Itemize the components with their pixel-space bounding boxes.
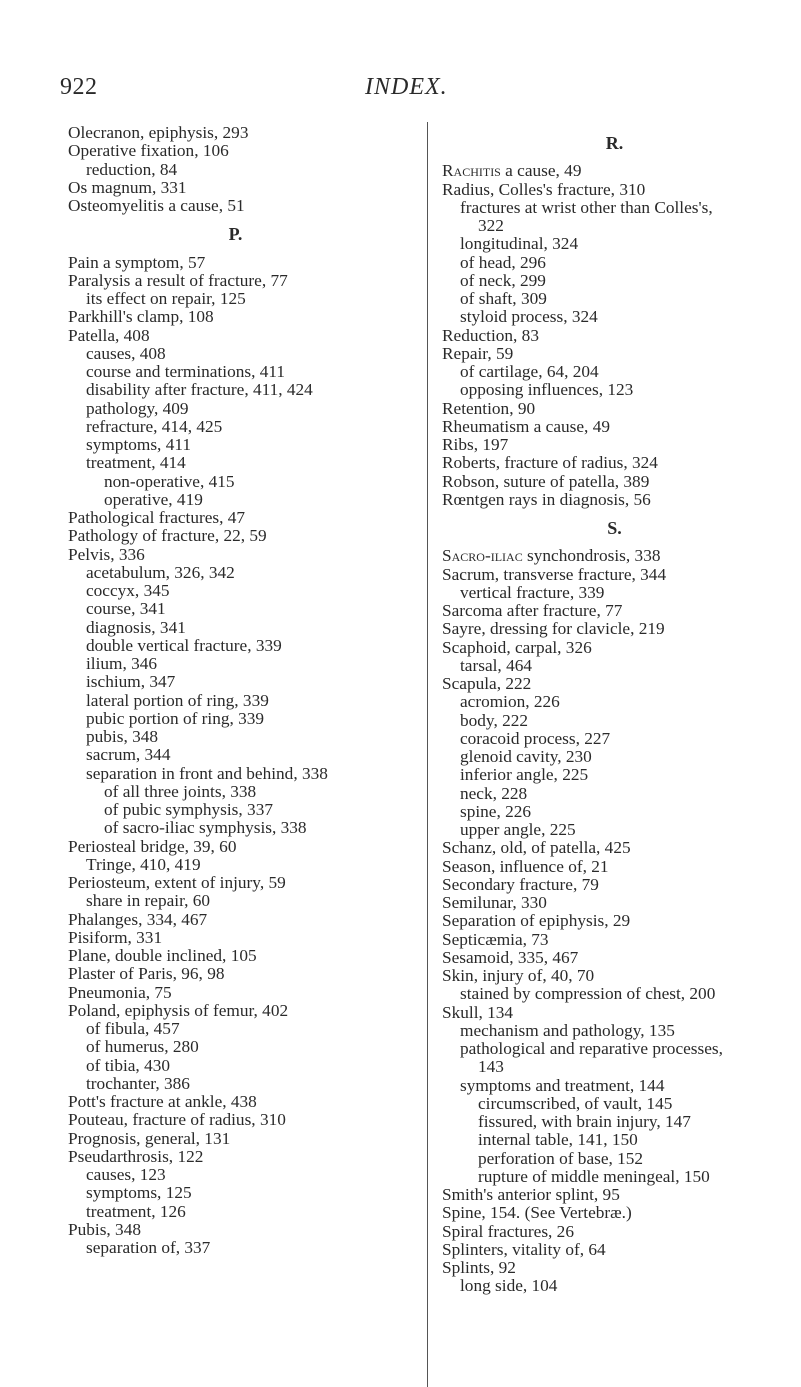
index-subentry: trochanter, 386	[86, 1073, 190, 1093]
index-subentry: acetabulum, 326, 342	[86, 562, 235, 582]
index-subentry: longitudinal, 324	[460, 234, 579, 254]
section-letter-heading: R.	[605, 133, 624, 153]
index-entry: Spine, 154. (See Vertebræ.)	[442, 1203, 632, 1223]
index-entry: Operative fixation, 106	[68, 141, 229, 161]
index-entry: Rheumatism a cause, 49	[442, 416, 610, 436]
index-subentry: mechanism and pathology, 135	[460, 1020, 675, 1040]
index-subentry: coracoid process, 227	[460, 728, 611, 748]
section-letter-heading: S.	[607, 518, 622, 538]
index-subentry: of all three joints, 338	[104, 781, 257, 801]
index-entry: Pelvis, 336	[68, 544, 145, 564]
index-subentry: upper angle, 225	[460, 820, 576, 839]
index-entry: Secondary fracture, 79	[442, 874, 599, 894]
index-subentry: pathological and reparative processes,	[460, 1039, 723, 1058]
index-entry: Spiral fractures, 26	[442, 1221, 574, 1241]
index-column-left	[68, 124, 403, 1257]
index-subentry: course and terminations, 411	[86, 362, 286, 381]
index-subentry: of head, 296	[460, 252, 546, 272]
index-subentry: acromion, 226	[460, 692, 560, 712]
index-entry: Semilunar, 330	[442, 893, 547, 912]
index-subentry: of shaft, 309	[460, 289, 547, 308]
index-subentry: 322	[478, 216, 504, 235]
index-entry: Phalanges, 334, 467	[68, 909, 208, 929]
section-letter-heading: P.	[228, 224, 243, 245]
index-entry: Periosteal bridge, 39, 60	[68, 836, 237, 856]
index-entry: Os magnum, 331	[68, 177, 187, 197]
index-entry: Pott's fracture at ankle, 438	[68, 1092, 257, 1111]
index-subentry: circumscribed, of vault, 145	[478, 1093, 673, 1113]
index-subentry: pubis, 348	[86, 727, 159, 746]
index-entry: Pubis, 348	[68, 1219, 141, 1239]
page-header	[0, 74, 801, 104]
index-subentry: of neck, 299	[460, 270, 546, 290]
index-subentry: long side, 104	[460, 1276, 558, 1296]
running-head-title: INDEX.	[365, 74, 448, 100]
index-subentry: of sacro-iliac symphysis, 338	[104, 818, 307, 838]
index-subentry: double vertical fracture, 339	[86, 635, 282, 655]
index-entry: Periosteum, extent of injury, 59	[68, 873, 286, 892]
index-entry: Scaphoid, carpal, 326	[442, 637, 592, 657]
index-entry: Scapula, 222	[442, 674, 532, 693]
index-subentry: its effect on repair, 125	[86, 289, 246, 308]
index-subentry: separation in front and behind, 338	[86, 763, 328, 783]
index-entry: Poland, epiphysis of femur, 402	[68, 1000, 289, 1020]
index-entry: Sesamoid, 335, 467	[442, 947, 579, 967]
index-entry: Radius, Colles's fracture, 310	[442, 179, 646, 199]
index-entry: Smith's anterior splint, 95	[442, 1185, 620, 1204]
index-subentry: symptoms, 125	[86, 1183, 192, 1203]
index-entry: Schanz, old, of patella, 425	[442, 838, 631, 858]
index-subentry: treatment, 414	[86, 453, 186, 473]
index-entry: Septicæmia, 73	[442, 929, 549, 949]
index-entry: Season, influence of, 21	[442, 856, 609, 876]
index-subentry: causes, 408	[86, 343, 166, 363]
index-subentry: styloid process, 324	[460, 307, 598, 327]
index-subentry: body, 222	[460, 710, 529, 730]
index-subentry: diagnosis, 341	[86, 617, 186, 637]
index-entry	[442, 162, 787, 180]
index-entry: Plaster of Paris, 96, 98	[68, 964, 225, 984]
index-entry: Olecranon, epiphysis, 293	[68, 123, 249, 142]
index-subentry: opposing influences, 123	[460, 380, 634, 400]
index-subentry: lateral portion of ring, 339	[86, 690, 269, 710]
index-subentry: symptoms and treatment, 144	[460, 1075, 665, 1095]
index-entry: Skull, 134	[442, 1002, 514, 1022]
index-entry: Parkhill's clamp, 108	[68, 307, 214, 327]
entry-headword: Rachitis	[442, 161, 501, 181]
index-entry	[442, 547, 787, 565]
index-entry: Plane, double inclined, 105	[68, 946, 257, 965]
index-subentry: Tringe, 410, 419	[86, 854, 201, 874]
index-entry: Pneumonia, 75	[68, 982, 172, 1002]
index-subentry: internal table, 141, 150	[478, 1130, 638, 1150]
index-subentry: 143	[478, 1057, 504, 1077]
index-subentry: reduction, 84	[86, 159, 178, 179]
index-subentry: pubic portion of ring, 339	[86, 708, 265, 728]
index-subentry: of cartilage, 64, 204	[460, 362, 599, 381]
index-subentry: disability after fracture, 411, 424	[86, 380, 313, 400]
index-entry: Sarcoma after fracture, 77	[442, 601, 623, 620]
index-subentry: glenoid cavity, 230	[460, 747, 592, 766]
index-subentry: ilium, 346	[86, 654, 158, 673]
index-entry: Robson, suture of patella, 389	[442, 471, 650, 491]
index-subentry: rupture of middle meningeal, 150	[478, 1166, 710, 1186]
index-entry: Paralysis a result of fracture, 77	[68, 270, 288, 290]
entry-text: a cause, 49	[500, 161, 582, 181]
index-entry: Prognosis, general, 131	[68, 1128, 231, 1148]
index-entry: Pseudarthrosis, 122	[68, 1146, 204, 1166]
index-entry: Reduction, 83	[442, 325, 539, 345]
index-subentry: refracture, 414, 425	[86, 416, 223, 436]
index-entry: Roberts, fracture of radius, 324	[442, 453, 658, 473]
index-subentry: of pubic symphysis, 337	[104, 800, 273, 819]
entry-headword: Sacro-iliac	[442, 546, 523, 566]
index-subentry: sacrum, 344	[86, 745, 171, 765]
index-subentry: symptoms, 411	[86, 435, 191, 454]
index-entry: Pain a symptom, 57	[68, 252, 206, 272]
entry-text: synchondrosis, 338	[522, 546, 661, 566]
index-entry: Osteomyelitis a cause, 51	[68, 196, 245, 215]
index-subentry: perforation of base, 152	[478, 1148, 644, 1168]
index-subentry: treatment, 126	[86, 1201, 186, 1221]
index-subentry: course, 341	[86, 599, 166, 619]
index-entry: Pathology of fracture, 22, 59	[68, 526, 267, 546]
index-subentry: operative, 419	[104, 489, 203, 509]
index-subentry: causes, 123	[86, 1165, 166, 1184]
index-entry: Skin, injury of, 40, 70	[442, 966, 595, 985]
index-subentry: tarsal, 464	[460, 655, 532, 675]
column-divider	[427, 122, 428, 1387]
index-subentry: separation of, 337	[86, 1238, 211, 1257]
index-subentry: share in repair, 60	[86, 891, 211, 911]
index-subentry: vertical fracture, 339	[460, 582, 605, 602]
index-subentry: ischium, 347	[86, 672, 176, 692]
page-number: 922	[60, 74, 98, 100]
index-entry: Splinters, vitality of, 64	[442, 1239, 606, 1259]
index-entry: Pouteau, fracture of radius, 310	[68, 1110, 286, 1130]
index-entry: Retention, 90	[442, 398, 536, 418]
index-subentry: pathology, 409	[86, 398, 189, 418]
index-entry: Splints, 92	[442, 1258, 516, 1277]
index-subentry: neck, 228	[460, 783, 528, 803]
index-subentry: fractures at wrist other than Colles's,	[460, 197, 713, 217]
index-subentry: of humerus, 280	[86, 1037, 199, 1057]
index-entry: Pathological fractures, 47	[68, 508, 246, 527]
index-column-right	[442, 124, 787, 1296]
index-subentry: stained by compression of chest, 200	[460, 984, 716, 1004]
index-entry: Sayre, dressing for clavicle, 219	[442, 619, 665, 639]
index-subentry: spine, 226	[460, 801, 532, 821]
index-entry: Patella, 408	[68, 325, 150, 345]
index-entry: Ribs, 197	[442, 435, 509, 454]
index-entry: Pisiform, 331	[68, 927, 163, 947]
index-subentry: of tibia, 430	[86, 1055, 170, 1075]
index-subentry: fissured, with brain injury, 147	[478, 1112, 691, 1131]
index-entry: Separation of epiphysis, 29	[442, 911, 631, 931]
index-subentry: coccyx, 345	[86, 581, 170, 600]
index-subentry: non-operative, 415	[104, 471, 235, 491]
index-entry: Repair, 59	[442, 343, 514, 363]
index-subentry: of fibula, 457	[86, 1019, 180, 1038]
index-entry: Rœntgen rays in diagnosis, 56	[442, 489, 651, 509]
index-subentry: inferior angle, 225	[460, 765, 589, 785]
index-entry: Sacrum, transverse fracture, 344	[442, 564, 667, 584]
